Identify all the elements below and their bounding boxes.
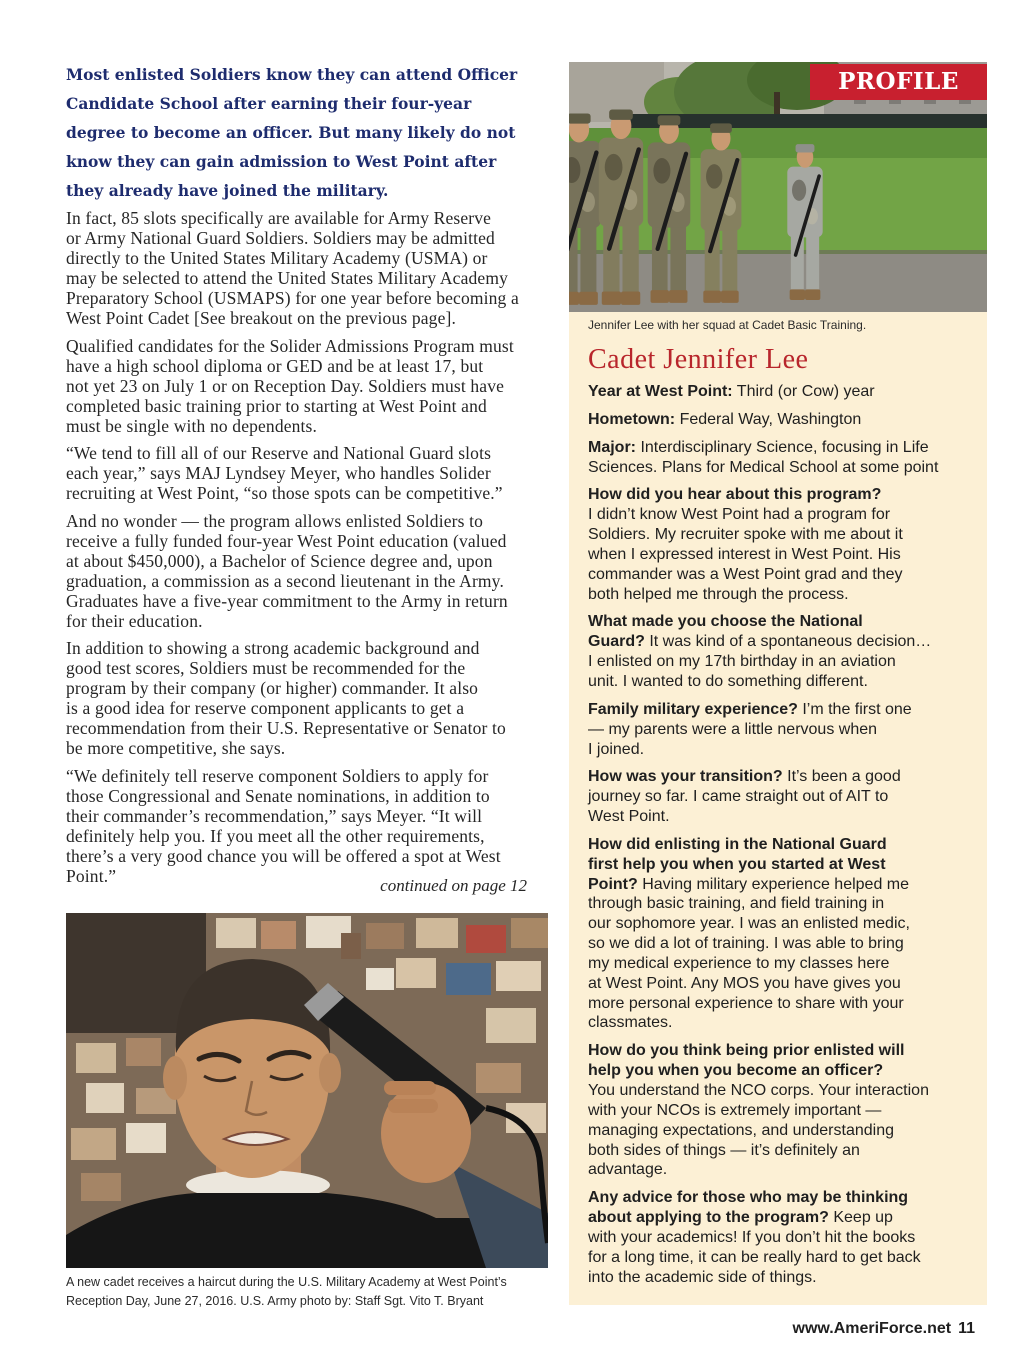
- body-paragraph: [66, 336, 548, 436]
- profile-line: [588, 565, 972, 585]
- profile-line: [588, 1248, 972, 1268]
- profile-line: [588, 1081, 972, 1101]
- soldier-leg: [670, 225, 686, 296]
- body-line: Point.”: [66, 865, 117, 886]
- profile-answer: unit. I wanted to do something different.: [588, 672, 868, 690]
- hand: [381, 1083, 471, 1183]
- profile-line: [588, 855, 972, 875]
- profile-line: [588, 835, 972, 855]
- profile-answer: journey so far. I came straight out of AIT to: [588, 788, 889, 806]
- profile-line: [588, 1208, 972, 1228]
- body-paragraph: [66, 766, 548, 886]
- pinned-photo: [126, 1038, 161, 1066]
- body-line: “We tend to fill all of our Reserve and National Guard slots: [66, 443, 492, 463]
- soldier-boot: [703, 291, 721, 303]
- profile-line: [588, 458, 972, 478]
- profile-line: [588, 1188, 972, 1208]
- profile-answer: — my parents were a little nervous when: [588, 720, 878, 738]
- body-line: definitely help you. If you meet all the other requirements,: [66, 825, 485, 846]
- ear: [319, 1053, 341, 1093]
- profile-line: [588, 1061, 972, 1081]
- intro-line: they already have joined the military.: [66, 181, 389, 200]
- body-line: graduation, a commission as a second lieutenant in the Army.: [66, 570, 504, 591]
- profile-badge: PROFILE: [810, 64, 987, 100]
- profile-question: How do you think being prior enlisted will: [588, 1042, 905, 1060]
- profile-answer: I’m the first one: [802, 700, 912, 718]
- soldier-cap: [796, 144, 815, 152]
- profile-answer: Federal Way, Washington: [679, 410, 862, 428]
- profile-question: Any advice for those who may be thinking: [588, 1189, 909, 1207]
- profile-answer: both helped me through the process.: [588, 585, 849, 603]
- intro-deck: [66, 60, 548, 205]
- profile-sidebar: [569, 62, 987, 1305]
- caption-line: A new cadet receives a haircut during the U.S. Military Academy at West Point’s: [66, 1275, 507, 1289]
- profile-answer: with your NCOs is extremely important —: [588, 1101, 882, 1119]
- profile-line: [588, 700, 972, 720]
- profile-line: [588, 438, 972, 458]
- pinned-photo: [446, 963, 491, 995]
- finger: [388, 1099, 438, 1113]
- profile-item: [588, 700, 972, 760]
- body-line: not yet 23 on July 1 or on Reception Day. Soldiers must have: [66, 375, 505, 396]
- profile-item: [588, 438, 972, 478]
- pinned-photo: [216, 918, 256, 948]
- body-line: have a high school diploma or GED and be at least 17, but: [66, 355, 484, 376]
- profile-answer: It’s been a good: [787, 768, 901, 786]
- soldier-boot: [569, 292, 579, 305]
- profile-answer: It was kind of a spontaneous decision…: [649, 633, 932, 651]
- profile-line: [588, 485, 972, 505]
- profile-line: [588, 934, 972, 954]
- profile-answer: I didn’t know West Point had a program for: [588, 506, 891, 524]
- profile-line: [588, 1041, 972, 1061]
- profile-line: [588, 1228, 972, 1248]
- pinned-photo: [76, 1043, 116, 1073]
- body-line: In addition to showing a strong academic background and: [66, 638, 480, 658]
- soldier-cap: [609, 109, 633, 119]
- profile-question: How did enlisting in the National Guard: [588, 835, 887, 853]
- soldier-boot: [621, 292, 640, 305]
- profile-line: [588, 954, 972, 974]
- profile-item: [588, 485, 972, 604]
- profile-line: [588, 994, 972, 1014]
- soldier-cap: [658, 115, 681, 125]
- body-line: Graduates have a five-year commitment to the Army in return: [66, 590, 508, 611]
- profile-answer: Soldiers. My recruiter spoke with me about it: [588, 526, 903, 544]
- footer-website: www.AmeriForce.net: [792, 1320, 952, 1337]
- profile-line: [588, 585, 972, 605]
- profile-answer: through basic training, and field training in: [588, 895, 885, 913]
- profile-line: [588, 410, 972, 430]
- pinned-photo: [341, 933, 361, 959]
- profile-line: [588, 545, 972, 565]
- pinned-photo: [71, 1128, 116, 1160]
- profile-line: [588, 1160, 972, 1180]
- profile-answer: You understand the NCO corps. Your interaction: [588, 1082, 929, 1099]
- profile-line: [588, 875, 972, 895]
- soldier-leg: [806, 235, 819, 294]
- soldier-leg: [580, 225, 596, 298]
- profile-line: [588, 1268, 972, 1288]
- body-line: or Army National Guard Soldiers. Soldiers may be admitted: [66, 228, 495, 248]
- profile-line: [588, 894, 972, 914]
- body-line: recruiting at West Point, “so those spots can be competitive.”: [66, 483, 503, 503]
- haircut-photo-caption: [66, 1273, 548, 1311]
- soldier-boot: [602, 292, 621, 305]
- body-line: receive a fully funded four-year West Point education (valued: [66, 530, 507, 551]
- profile-answer: commander was a West Point grad and they: [588, 565, 903, 583]
- profile-item: [588, 767, 972, 827]
- soldier-cap: [710, 123, 732, 133]
- profile-line: [588, 1101, 972, 1121]
- body-line: Qualified candidates for the Solider Admissions Program must: [66, 335, 514, 356]
- pinned-photo: [126, 1123, 166, 1153]
- profile-line: [588, 612, 972, 632]
- profile-line: [588, 505, 972, 525]
- camo-patch: [653, 158, 670, 184]
- body-line: And no wonder — the program allows enlisted Soldiers to: [66, 510, 484, 531]
- body-line: program by their company (or higher) commander. It also: [66, 678, 479, 698]
- profile-line: [588, 787, 972, 807]
- body-line: “We definitely tell reserve component Soldiers to apply for: [66, 765, 489, 786]
- profile-question: How did you hear about this program?: [588, 486, 882, 504]
- body-paragraph: [66, 208, 548, 328]
- camo-patch: [605, 154, 623, 181]
- squad-photo: [569, 62, 987, 312]
- pinned-photo: [261, 921, 296, 949]
- profile-answer: managing expectations, and understanding: [588, 1121, 894, 1139]
- body-line: must be single with no dependents.: [66, 415, 318, 436]
- profile-line: [588, 807, 972, 827]
- profile-answer: I joined.: [588, 740, 645, 758]
- pinned-photo: [511, 918, 548, 948]
- profile-question: Year at West Point:: [588, 383, 733, 400]
- body-line: directly to the United States Military Academy (USMA) or: [66, 248, 488, 268]
- profile-question: Guard?: [588, 633, 645, 651]
- profile-line: [588, 652, 972, 672]
- page-footer: [793, 1319, 975, 1339]
- camo-patch: [706, 164, 722, 188]
- profile-line: [588, 672, 972, 692]
- profile-answer: so we did a lot of training. I was able to bring: [588, 935, 904, 953]
- body-paragraph: [66, 638, 548, 758]
- profile-item: [588, 382, 972, 402]
- pinned-photo: [496, 961, 541, 991]
- profile-item: [588, 612, 972, 691]
- pinned-photo: [476, 1063, 521, 1093]
- profile-question: Point?: [588, 875, 638, 893]
- profile-question: Major:: [588, 438, 636, 456]
- profile-line: [588, 740, 972, 760]
- profile-answer: my medical experience to my classes here: [588, 954, 890, 972]
- haircut-photo-image: [66, 913, 548, 1268]
- intro-line: know they can gain admission to West Point after: [66, 152, 497, 171]
- profile-line: [588, 914, 972, 934]
- intro-line: degree to become an officer. But many likely do not: [66, 123, 516, 142]
- soldier-boot: [669, 290, 687, 303]
- profile-question: about applying to the program?: [588, 1209, 829, 1227]
- profile-answer: more personal experience to share with your: [588, 994, 904, 1012]
- pinned-photo: [86, 1083, 124, 1113]
- body-line: be more competitive, she says.: [66, 738, 286, 758]
- body-line: each year,” says MAJ Lyndsey Meyer, who handles Solider: [66, 463, 491, 483]
- profile-line: [588, 1141, 972, 1161]
- body-line: their commander’s recommendation,” says Meyer. “It will: [66, 805, 483, 826]
- profile-question: How was your transition?: [588, 768, 783, 786]
- camo-patch: [792, 180, 806, 201]
- profile-question: first help you when you started at West: [588, 855, 886, 873]
- pinned-photo: [366, 923, 404, 949]
- body-line: those Congressional and Senate nominations, in addition to: [66, 785, 490, 806]
- page-number: 11: [958, 1320, 975, 1337]
- profile-answer: West Point.: [588, 808, 670, 826]
- soldier-leg: [722, 228, 737, 296]
- profile-answer: Interdisciplinary Science, focusing in Life: [640, 438, 929, 456]
- profile-question: Hometown:: [588, 410, 676, 428]
- body-line: is a good idea for reserve component applicants to get a: [66, 698, 465, 718]
- body-line: good test scores, Soldiers must be recommended for the: [66, 658, 466, 678]
- body-line: completed basic training prior to starting at West Point and: [66, 395, 487, 416]
- profile-answer: for a long time, it can be really hard to get back: [588, 1248, 921, 1266]
- intro-line: Candidate School after earning their four-year: [66, 94, 472, 113]
- profile-answer: Keep up: [833, 1209, 893, 1227]
- profile-line: [588, 767, 972, 787]
- soldier-boot: [579, 292, 598, 305]
- profile-answer: both sides of things — it’s definitely an: [588, 1141, 860, 1159]
- body-line: at about $450,000), a Bachelor of Science degree and, upon: [66, 550, 493, 571]
- profile-question: help you when you become an officer?: [588, 1062, 884, 1080]
- profile-answer: our sophomore year. I was an enlisted medic,: [588, 915, 910, 933]
- soldier-boot: [805, 289, 820, 300]
- continued-note: continued on page 12: [380, 876, 527, 895]
- article-body: [66, 208, 548, 893]
- profile-item: [588, 835, 972, 1033]
- pinned-photo: [416, 918, 458, 948]
- profile-answer: I enlisted on my 17th birthday in an aviation: [588, 653, 896, 671]
- soldier-cap: [569, 113, 591, 123]
- profile-heading: Cadet Jennifer Lee: [588, 344, 809, 375]
- profile-answer: into the academic side of things.: [588, 1268, 817, 1286]
- pinned-photo: [366, 968, 394, 990]
- pinned-photo: [466, 925, 506, 953]
- body-line: West Point Cadet [See breakout on the previous page].: [66, 308, 456, 328]
- pinned-photo: [81, 1173, 121, 1201]
- body-paragraph: [66, 443, 548, 503]
- profile-item: [588, 410, 972, 430]
- profile-answer: classmates.: [588, 1014, 673, 1032]
- profile-item: [588, 1041, 972, 1180]
- profile-line: [588, 525, 972, 545]
- profile-answer: advantage.: [588, 1161, 668, 1179]
- finger: [384, 1081, 436, 1095]
- profile-line: [588, 720, 972, 740]
- soldier-boot: [790, 289, 805, 300]
- soldier-leg: [622, 223, 638, 297]
- profile-answer: Sciences. Plans for Medical School at some point: [588, 458, 939, 476]
- profile-line: [588, 974, 972, 994]
- body-line: may be selected to attend the United States Military Academy: [66, 268, 508, 288]
- profile-answer: Third (or Cow) year: [736, 383, 875, 400]
- profile-question: Family military experience?: [588, 700, 798, 718]
- body-line: In fact, 85 slots specifically are available for Army Reserve: [66, 208, 492, 228]
- haircut-photo: [66, 913, 548, 1268]
- profile-answer: when I expressed interest in West Point. His: [588, 545, 901, 563]
- pinned-photo: [396, 958, 436, 988]
- profile-line: [588, 1121, 972, 1141]
- body-paragraph: [66, 511, 548, 631]
- body-line: for their education.: [66, 610, 203, 631]
- body-line: there’s a very good chance you will be offered a spot at West: [66, 845, 501, 866]
- caption-line: Reception Day, June 27, 2016. U.S. Army photo by: Staff Sgt. Vito T. Bryant: [66, 1294, 484, 1308]
- squad-photo-caption: Jennifer Lee with her squad at Cadet Basic Training.: [588, 318, 867, 332]
- body-line: Preparatory School (USMAPS) for one year before becoming a: [66, 288, 519, 308]
- profile-line: [588, 1013, 972, 1033]
- intro-line: Most enlisted Soldiers know they can attend Officer: [66, 65, 518, 84]
- pinned-photo: [486, 1008, 536, 1043]
- body-line: recommendation from their U.S. Representative or Senator to: [66, 718, 506, 738]
- profile-answer: Having military experience helped me: [642, 875, 910, 893]
- profile-line: [588, 382, 972, 402]
- profile-item: [588, 1188, 972, 1287]
- soldier-boot: [721, 291, 739, 303]
- profile-answer: at West Point. Any MOS you have gives you: [588, 974, 901, 992]
- profile-question: What made you choose the National: [588, 613, 863, 631]
- soldier-boot: [651, 290, 669, 303]
- ear: [163, 1056, 187, 1100]
- profile-qa-list: [588, 382, 972, 1295]
- profile-answer: with your academics! If you don’t hit the books: [588, 1228, 916, 1246]
- profile-line: [588, 632, 972, 652]
